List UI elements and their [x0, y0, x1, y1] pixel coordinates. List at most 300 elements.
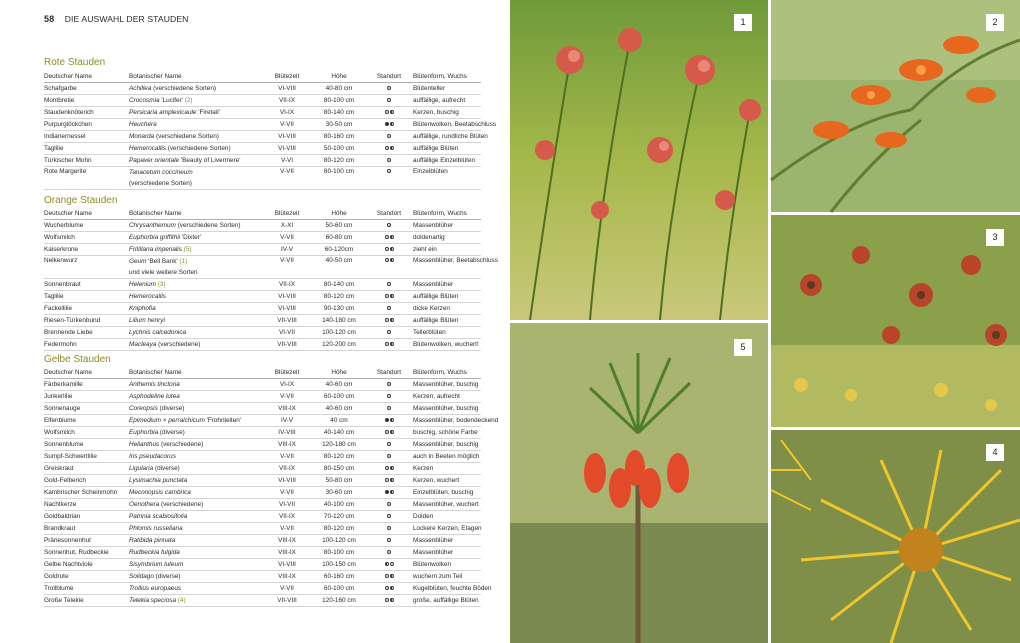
botanischer-name — [129, 415, 261, 427]
table-row — [44, 583, 481, 595]
sun-icon — [385, 466, 389, 470]
sun-icon — [387, 306, 391, 310]
shade-icon — [385, 122, 389, 126]
botanical-latin: Euphorbia griffithii — [129, 233, 181, 241]
sun-icon — [385, 318, 389, 322]
standort — [365, 559, 413, 571]
deutscher-name: Sonnenhut, Rudbeckie — [44, 547, 129, 559]
botanical-cultivar: (diverse) — [153, 572, 181, 580]
botanical-latin: Hemerocallis — [129, 144, 166, 152]
wuchs: Dolden — [413, 511, 481, 523]
half-shade-icon — [390, 294, 394, 298]
hoehe: 30-50 cm — [313, 119, 365, 131]
hoehe: 100-150 cm — [313, 559, 365, 571]
half-shade-icon — [390, 258, 394, 262]
deutscher-name: Elfenblume — [44, 415, 129, 427]
bluetezeit: VIII-IX — [261, 571, 313, 583]
botanical-latin: Monarda — [129, 132, 155, 140]
sun-icon — [387, 330, 391, 334]
bluetezeit: VI-VII — [261, 499, 313, 511]
botanical-latin: Ligularia — [129, 464, 154, 472]
section-title-rote: Rote Stauden — [44, 57, 106, 68]
table-row — [44, 535, 481, 547]
bluetezeit: VII-VIII — [261, 595, 313, 607]
photo-reference: (1) — [177, 258, 188, 265]
hoehe: 140-180 cm — [313, 315, 365, 327]
wuchs: große, auffällige Blüten — [413, 595, 481, 607]
botanical-cultivar: 'Lucifer' — [159, 96, 183, 104]
hoehe: 90-130 cm — [313, 303, 365, 315]
botanischer-name — [129, 244, 261, 256]
standort — [365, 427, 413, 439]
standort-symbol — [385, 294, 394, 298]
botanical-latin: Macleaya — [129, 340, 157, 348]
table-row — [44, 119, 481, 131]
standort-symbol — [387, 223, 391, 227]
wuchs: Kugelblüten, feuchte Böden — [413, 583, 481, 595]
standort — [365, 439, 413, 451]
botanischer-name — [129, 595, 261, 607]
botanical-latin: Iris pseudacorus — [129, 452, 176, 460]
wuchs: Einzelblüten — [413, 167, 481, 190]
half-shade-icon — [390, 430, 394, 434]
sun-icon — [387, 98, 391, 102]
wuchs: Massenblüher, buschig — [413, 379, 481, 391]
wuchs: Massenblüher, bodendeckend — [413, 415, 481, 427]
botanical-latin: Trollius europaeus — [129, 584, 182, 592]
wuchs: auffällige Einzelblüten — [413, 155, 481, 167]
hoehe: 40-60 cm — [313, 379, 365, 391]
sun-icon — [385, 294, 389, 298]
standort — [365, 391, 413, 403]
standort — [365, 95, 413, 107]
wuchs: Blütenteller — [413, 83, 481, 95]
botanical-latin: Heuchera — [129, 120, 157, 128]
wuchs: Massenblüher — [413, 220, 481, 232]
botanischer-name — [129, 571, 261, 583]
standort — [365, 463, 413, 475]
sun-icon — [387, 442, 391, 446]
standort-symbol — [387, 330, 391, 334]
half-shade-icon — [390, 478, 394, 482]
botanical-latin: Epimedium × perralchicum — [129, 416, 205, 424]
table-row — [44, 451, 481, 463]
column-header-botanisch: Botanischer Name — [129, 208, 261, 220]
sun-icon — [385, 110, 389, 114]
sun-icon — [385, 146, 389, 150]
wuchs: auffällige Blüten — [413, 143, 481, 155]
half-shade-icon — [390, 110, 394, 114]
table-row — [44, 487, 481, 499]
table-row — [44, 327, 481, 339]
table-row — [44, 83, 481, 95]
bluetezeit: IV-VIII — [261, 427, 313, 439]
sun-icon — [385, 235, 389, 239]
deutscher-name: Fackellilie — [44, 303, 129, 315]
column-header-standort: Standort — [365, 367, 413, 379]
hoehe: 30-60 cm — [313, 487, 365, 499]
bluetezeit: V-VII — [261, 391, 313, 403]
table-row — [44, 463, 481, 475]
bluetezeit: VI-VIII — [261, 291, 313, 303]
standort-symbol — [387, 514, 391, 518]
standort-symbol — [387, 442, 391, 446]
botanical-note: und viele weitere Sorten — [129, 269, 198, 276]
wuchs: Massenblüher, Beetabschluss — [413, 256, 481, 279]
wuchs: dicke Kerzen — [413, 303, 481, 315]
standort-symbol — [387, 502, 391, 506]
sun-icon — [387, 394, 391, 398]
table-header-row — [44, 71, 481, 83]
deutscher-name: Färberkamille — [44, 379, 129, 391]
bluetezeit: V-VII — [261, 167, 313, 190]
botanischer-name — [129, 327, 261, 339]
botanical-latin: Crocosmia — [129, 96, 160, 104]
botanical-latin: Euphorbia — [129, 428, 159, 436]
botanischer-name — [129, 220, 261, 232]
deutscher-name: Wucherblume — [44, 220, 129, 232]
table-row — [44, 155, 481, 167]
botanischer-name — [129, 559, 261, 571]
photo-crocosmia — [771, 0, 1020, 212]
photo-reference: (4) — [176, 596, 186, 604]
wuchs: Massenblüher, buschig — [413, 403, 481, 415]
half-shade-icon — [390, 146, 394, 150]
botanischer-name — [129, 303, 261, 315]
wuchs: auch in Beeten möglich — [413, 451, 481, 463]
standort — [365, 511, 413, 523]
table-row — [44, 475, 481, 487]
standort-symbol — [387, 306, 391, 310]
table-row — [44, 391, 481, 403]
half-shade-icon — [390, 342, 394, 346]
table-row — [44, 291, 481, 303]
deutscher-name: Goldrute — [44, 571, 129, 583]
standort-symbol — [385, 490, 394, 494]
hoehe: 70-120 cm — [313, 511, 365, 523]
wuchs: Blütenwolken, Beetabschluss — [413, 119, 481, 131]
sun-icon — [387, 550, 391, 554]
wuchs: buschig, schöne Farbe — [413, 427, 481, 439]
botanical-cultivar: (verschiedene) — [159, 440, 204, 448]
table-row — [44, 232, 481, 244]
standort-symbol — [385, 122, 394, 126]
hoehe: 80-120 cm — [313, 155, 365, 167]
table-row — [44, 559, 481, 571]
hoehe: 50-60 cm — [313, 220, 365, 232]
bluetezeit: V-VII — [261, 487, 313, 499]
standort — [365, 303, 413, 315]
deutscher-name: Federmohn — [44, 339, 129, 351]
deutscher-name: Kambrischer Scheinmohn — [44, 487, 129, 499]
table-row — [44, 95, 481, 107]
standort-symbol — [385, 318, 394, 322]
bluetezeit: VI-VIII — [261, 303, 313, 315]
botanical-latin: Papaver orientale — [129, 156, 180, 164]
standort — [365, 451, 413, 463]
standort-symbol — [385, 586, 394, 590]
bluetezeit: V-VII — [261, 119, 313, 131]
deutscher-name: Gold-Felberich — [44, 475, 129, 487]
sun-icon — [387, 502, 391, 506]
standort — [365, 499, 413, 511]
hoehe: 40-60 cm — [313, 403, 365, 415]
deutscher-name: Riesen-Türkenbund — [44, 315, 129, 327]
botanical-cultivar: 'Firetail' — [196, 108, 220, 116]
sun-icon — [387, 134, 391, 138]
bluetezeit: VI-IX — [261, 379, 313, 391]
standort-symbol — [385, 342, 394, 346]
column-header-wuchs: Blütenform, Wuchs — [413, 367, 481, 379]
botanical-latin: Persicaria amplexicaule — [129, 108, 197, 116]
botanical-cultivar: 'Beauty of Livermere' — [179, 156, 241, 164]
photo-reference: (3) — [156, 280, 166, 288]
photo-badge-4: 4 — [986, 444, 1004, 461]
half-shade-icon — [390, 318, 394, 322]
wuchs: Massenblüher — [413, 279, 481, 291]
sun-icon — [385, 247, 389, 251]
botanical-cultivar: 'Dixter' — [180, 233, 202, 241]
column-header-botanisch: Botanischer Name — [129, 71, 261, 83]
table-rote-stauden — [44, 71, 497, 190]
botanical-cultivar: 'Bell Bank' — [146, 258, 178, 265]
sun-icon — [387, 514, 391, 518]
bluetezeit: VI-VII — [261, 327, 313, 339]
deutscher-name: Trollblume — [44, 583, 129, 595]
table-row — [44, 256, 481, 279]
standort-symbol — [385, 258, 394, 262]
table-row — [44, 511, 481, 523]
botanical-cultivar: (verschiedene) — [159, 500, 204, 508]
sun-icon — [385, 586, 389, 590]
hoehe: 120-160 cm — [313, 595, 365, 607]
hoehe: 40 cm — [313, 415, 365, 427]
bluetezeit: X-XI — [261, 220, 313, 232]
standort-symbol — [385, 146, 394, 150]
standort — [365, 256, 413, 279]
botanical-latin: Rudbeckia fulgida — [129, 548, 180, 556]
half-shade-icon — [390, 598, 394, 602]
table-row — [44, 339, 481, 351]
botanischer-name — [129, 547, 261, 559]
wuchs: Einzelblüten, buschig — [413, 487, 481, 499]
botanical-latin: Lychnis calcedonica — [129, 328, 187, 336]
column-header-standort: Standort — [365, 208, 413, 220]
botanischer-name — [129, 511, 261, 523]
standort-symbol — [385, 430, 394, 434]
photo-reference: (2) — [182, 96, 193, 104]
table-row — [44, 379, 481, 391]
photo-reference: (5) — [181, 245, 192, 253]
table-row — [44, 439, 481, 451]
botanischer-name — [129, 83, 261, 95]
standort — [365, 131, 413, 143]
standort-symbol — [385, 562, 394, 566]
deutscher-name: Greiskraut — [44, 463, 129, 475]
column-header-hoehe: Höhe — [313, 367, 365, 379]
standort — [365, 155, 413, 167]
hoehe: 80-140 cm — [313, 279, 365, 291]
hoehe: 40-50 cm — [313, 256, 365, 279]
botanical-latin: Helianthus — [129, 440, 160, 448]
hoehe: 120-180 cm — [313, 439, 365, 451]
standort-symbol — [387, 158, 391, 162]
wuchs: Kerzen, aufrecht — [413, 391, 481, 403]
bluetezeit: VII-IX — [261, 279, 313, 291]
photo-fritillaria — [510, 323, 768, 643]
botanical-latin: Lilium henryi — [129, 316, 165, 324]
botanischer-name — [129, 167, 261, 190]
hoehe: 50-80 cm — [313, 475, 365, 487]
bluetezeit: VII-VIII — [261, 315, 313, 327]
deutscher-name: Taglilie — [44, 291, 129, 303]
hoehe: 40-100 cm — [313, 499, 365, 511]
deutscher-name: Rote Margerite — [44, 167, 129, 190]
half-shade-icon — [390, 466, 394, 470]
deutscher-name: Staudenknöterich — [44, 107, 129, 119]
botanical-latin: Achillea — [129, 84, 152, 92]
photo-badge-5: 5 — [734, 339, 752, 356]
table-row — [44, 427, 481, 439]
half-shade-icon — [390, 122, 394, 126]
table-row — [44, 403, 481, 415]
bluetezeit: VI-VIII — [261, 475, 313, 487]
deutscher-name: Goldbaldrian — [44, 511, 129, 523]
standort-symbol — [387, 282, 391, 286]
hoehe: 80-100 cm — [313, 167, 365, 190]
botanischer-name — [129, 107, 261, 119]
botanical-latin: Coreopsis — [129, 404, 158, 412]
botanical-latin: Anthemis tinctoria — [129, 380, 180, 388]
standort — [365, 571, 413, 583]
standort — [365, 327, 413, 339]
deutscher-name: Junkerlilie — [44, 391, 129, 403]
bluetezeit: V-VII — [261, 256, 313, 279]
wuchs: auffällige, rundliche Blüten — [413, 131, 481, 143]
shade-icon — [385, 490, 389, 494]
standort — [365, 143, 413, 155]
sun-icon — [387, 382, 391, 386]
standort-symbol — [387, 86, 391, 90]
wuchs: zieht ein — [413, 244, 481, 256]
sun-icon — [387, 454, 391, 458]
wuchs: Massenblüher, wuchert — [413, 499, 481, 511]
bluetezeit: VIII-IX — [261, 535, 313, 547]
botanischer-name — [129, 119, 261, 131]
wuchs: Kerzen, wuchert — [413, 475, 481, 487]
botanical-latin: Telekia speciosa — [129, 596, 177, 604]
bluetezeit: VI-VIII — [261, 131, 313, 143]
botanical-cultivar: (verschiedene Sorten) — [154, 132, 219, 140]
botanical-latin: Phlomis russeliana — [129, 524, 183, 532]
wuchs: Kerzen, buschig — [413, 107, 481, 119]
botanical-cultivar: (verschiedene Sorten) — [165, 144, 231, 152]
botanischer-name — [129, 463, 261, 475]
botanischer-name — [129, 499, 261, 511]
table-row — [44, 415, 481, 427]
deutscher-name: Indianernessel — [44, 131, 129, 143]
photo-helenium — [771, 215, 1020, 427]
wuchs: Tellerblüten — [413, 327, 481, 339]
wuchs: auffällige Blüten — [413, 291, 481, 303]
column-header-hoehe: Höhe — [313, 208, 365, 220]
sun-icon — [387, 526, 391, 530]
standort-symbol — [387, 382, 391, 386]
table-row — [44, 499, 481, 511]
botanical-latin: Fritillaria imperialis — [129, 245, 182, 253]
wuchs: Massenblüher — [413, 535, 481, 547]
standort — [365, 583, 413, 595]
botanischer-name — [129, 95, 261, 107]
photo-badge-1: 1 — [734, 14, 752, 31]
column-header-deutsch: Deutscher Name — [44, 71, 129, 83]
botanischer-name — [129, 143, 261, 155]
table-row — [44, 523, 481, 535]
standort — [365, 232, 413, 244]
botanical-latin: Chrysanthemum — [129, 221, 176, 229]
sun-icon — [385, 478, 389, 482]
column-header-hoehe: Höhe — [313, 71, 365, 83]
standort-symbol — [385, 466, 394, 470]
standort-symbol — [385, 247, 394, 251]
deutscher-name: Große Telekie — [44, 595, 129, 607]
wuchs: auffällige Blüten — [413, 315, 481, 327]
bluetezeit: VII-VIII — [261, 339, 313, 351]
deutscher-name: Wolfsmilch — [44, 232, 129, 244]
standort — [365, 83, 413, 95]
botanical-cultivar: (verschiedene Sorten) — [175, 221, 241, 229]
deutscher-name: Präriesonnenhut — [44, 535, 129, 547]
botanischer-name — [129, 339, 261, 351]
deutscher-name: Brandkraut — [44, 523, 129, 535]
botanischer-name — [129, 379, 261, 391]
botanical-latin: Helenium — [129, 280, 156, 288]
botanical-cultivar: (diverse) — [157, 404, 185, 412]
wuchs: Blütenwolken — [413, 559, 481, 571]
deutscher-name: Sumpf-Schwertlilie — [44, 451, 129, 463]
standort — [365, 487, 413, 499]
photo-badge-2: 2 — [986, 14, 1004, 31]
hoehe: 80-150 cm — [313, 463, 365, 475]
standort — [365, 244, 413, 256]
botanical-latin: Asphodeline lutea — [129, 392, 180, 400]
sun-icon — [387, 282, 391, 286]
standort-symbol — [385, 418, 394, 422]
bluetezeit: VII-IX — [261, 463, 313, 475]
table-row — [44, 143, 481, 155]
bluetezeit: VIII-IX — [261, 403, 313, 415]
deutscher-name: Purpurglöckchen — [44, 119, 129, 131]
table-row — [44, 131, 481, 143]
standort — [365, 220, 413, 232]
table-row — [44, 303, 481, 315]
wuchs: doldenartig — [413, 232, 481, 244]
botanischer-name — [129, 256, 261, 279]
hoehe: 80-120 cm — [313, 451, 365, 463]
deutscher-name: Sonnenbraut — [44, 279, 129, 291]
botanischer-name — [129, 487, 261, 499]
botanischer-name — [129, 451, 261, 463]
hoehe: 60-100 cm — [313, 583, 365, 595]
botanischer-name — [129, 155, 261, 167]
half-shade-icon — [390, 490, 394, 494]
hoehe: 60-160 cm — [313, 571, 365, 583]
column-header-deutsch: Deutscher Name — [44, 367, 129, 379]
standort — [365, 167, 413, 190]
botanical-cultivar: (verschiedene) — [156, 340, 201, 348]
deutscher-name: Kaiserkrone — [44, 244, 129, 256]
hoehe: 80-100 cm — [313, 95, 365, 107]
